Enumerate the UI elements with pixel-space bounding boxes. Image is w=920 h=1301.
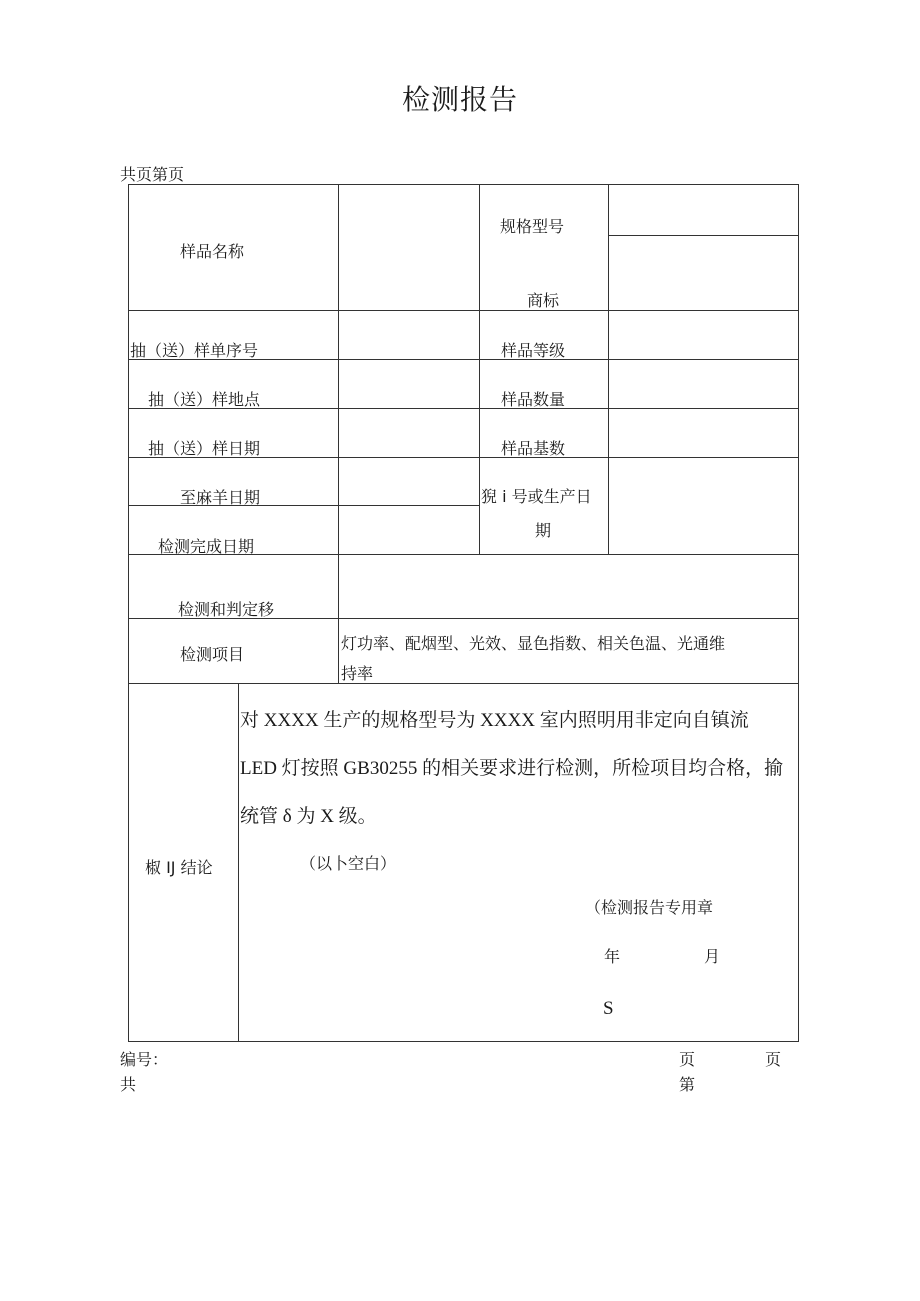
items-value-line1: 灯功率、配烟型、光效、显色指数、相关色温、光通维 [341, 634, 726, 653]
table-divider-col3 [608, 184, 609, 554]
table-row-line [128, 683, 799, 684]
spec-model-label: 规格型号 [500, 217, 565, 236]
footer-number-label: 编号： [120, 1050, 169, 1069]
sample-name-label: 样品名称 [180, 242, 245, 261]
conclusion-line1: 对 XXXX 生产的规格型号为 XXXX 室内照明用非定向自镇流 [240, 710, 749, 731]
page-info: 共页第页 [120, 165, 185, 184]
sample-date-label: 抽（送）样日期 [148, 439, 261, 458]
footer-di: 第 [679, 1075, 696, 1094]
table-border-bottom [128, 1041, 799, 1042]
footer-gong: 共 [120, 1075, 137, 1094]
sample-order-label: 抽（送）样单序号 [130, 341, 259, 360]
month-label: 月 [704, 947, 721, 966]
table-row-line [608, 235, 798, 236]
trademark-label: 商标 [527, 291, 560, 310]
sample-base-label: 样品基数 [501, 439, 566, 458]
blank-note: （以卜空白） [300, 854, 397, 873]
table-divider-col2 [479, 184, 480, 554]
year-label: 年 [604, 947, 621, 966]
items-value-line2: 持率 [341, 664, 374, 683]
sample-place-label: 抽（送）样地点 [148, 390, 261, 409]
items-label: 检测项目 [180, 645, 245, 664]
table-divider-col1 [338, 184, 339, 683]
table-divider-conclusion [238, 683, 239, 1041]
table-border-top [128, 184, 799, 185]
batch-label-line1: 猊 i 号或生产日 [481, 487, 592, 506]
footer-ye-2: 页 [765, 1050, 782, 1069]
sample-quantity-label: 样品数量 [501, 390, 566, 409]
conclusion-line3: 统管 δ 为 X 级。 [240, 806, 377, 827]
arrival-date-label: 至麻羊日期 [180, 488, 261, 507]
document-title: 检测报告 [401, 83, 518, 116]
batch-label-line2: 期 [535, 521, 552, 540]
stamp-note: （检测报告专用章 [585, 898, 714, 917]
footer-ye-1: 页 [679, 1050, 696, 1069]
conclusion-label: 椒 IJ 结论 [145, 858, 213, 877]
day-mark: S [603, 998, 614, 1019]
basis-label: 检测和判定移 [178, 600, 275, 619]
sample-grade-label: 样品等级 [501, 341, 566, 360]
completion-date-label: 检测完成日期 [158, 537, 255, 556]
table-border-left [128, 184, 129, 1042]
table-row-line [128, 310, 799, 311]
table-border-right [798, 184, 799, 1042]
conclusion-line2: LED 灯按照 GB30255 的相关要求进行检测，所检项目均合格，揄 [240, 758, 784, 779]
